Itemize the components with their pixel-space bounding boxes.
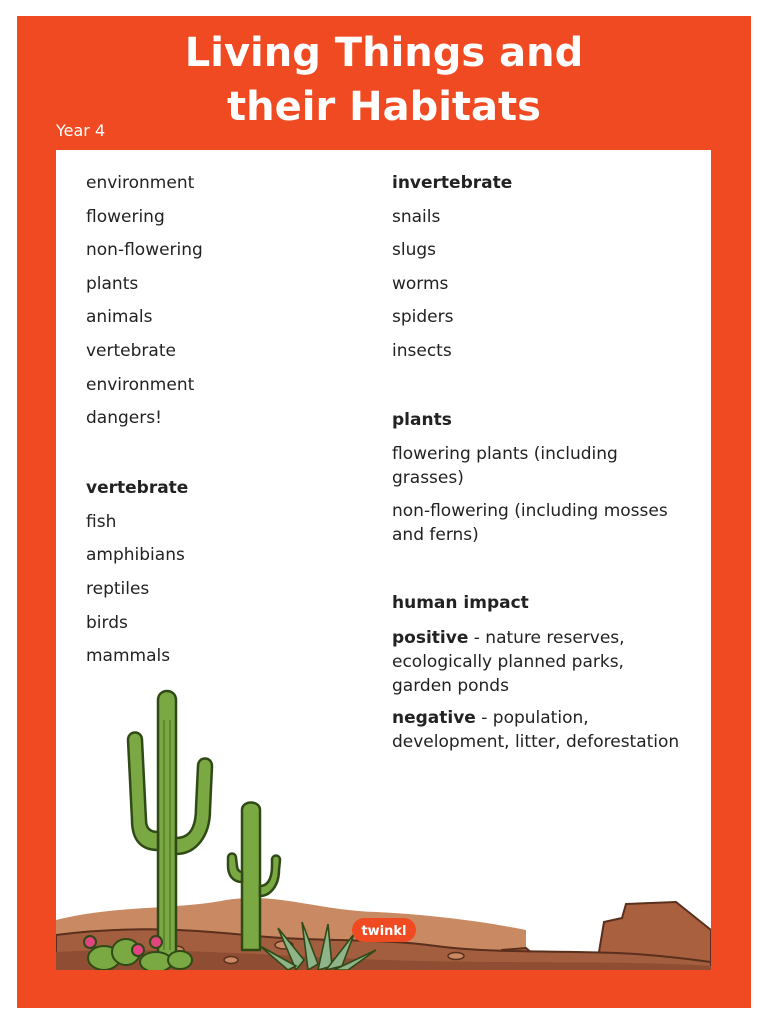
invertebrate-item: insects [392, 341, 452, 361]
vertebrate-item: mammals [86, 646, 171, 666]
invertebrate-item: snails [392, 207, 441, 227]
vertebrate-item: fish [86, 512, 117, 532]
year-label: Year 4 [56, 121, 106, 140]
vertebrate-item: amphibians [86, 545, 185, 565]
positive-text: - nature reserves, ecologically planned parks, garden ponds [392, 628, 625, 696]
flower [132, 944, 144, 956]
plants-heading: plants [392, 410, 452, 430]
invertebrate-item: slugs [392, 240, 437, 260]
svg-text:twinkl: twinkl [361, 924, 407, 939]
invertebrate-item: worms [392, 274, 449, 294]
vertebrate-item: reptiles [86, 579, 150, 599]
negative-label: negative [392, 708, 476, 728]
flower [84, 936, 96, 948]
desert-illustration [56, 660, 711, 970]
plants-item: flowering plants (including grasses) [392, 444, 618, 488]
term-item: non-flowering [86, 240, 203, 260]
twinkl-logo-icon [352, 918, 416, 942]
vertebrate-item: birds [86, 613, 128, 633]
vertebrate-heading: vertebrate [86, 478, 189, 498]
pebble [224, 957, 238, 964]
title-line-1: Living Things and [184, 30, 584, 76]
content-panel [56, 150, 711, 970]
invertebrate-heading: invertebrate [392, 173, 513, 193]
human-impact-heading: human impact [392, 593, 529, 613]
negative-text: - population, development, litter, deforestation [392, 708, 680, 752]
term-item: animals [86, 307, 153, 327]
term-item: vertebrate [86, 341, 176, 361]
term-item: dangers! [86, 408, 162, 428]
plants-item: non-flowering (including mosses and ferns) [392, 501, 668, 545]
positive-label: positive [392, 628, 469, 648]
invertebrate-item: spiders [392, 307, 454, 327]
flower [150, 936, 162, 948]
page-title [17, 26, 751, 134]
pebble [448, 953, 464, 960]
term-item: environment [86, 375, 195, 395]
title-line-2: their Habitats [227, 84, 541, 130]
term-item: environment [86, 173, 195, 193]
term-item: flowering [86, 207, 165, 227]
term-item: plants [86, 274, 139, 294]
